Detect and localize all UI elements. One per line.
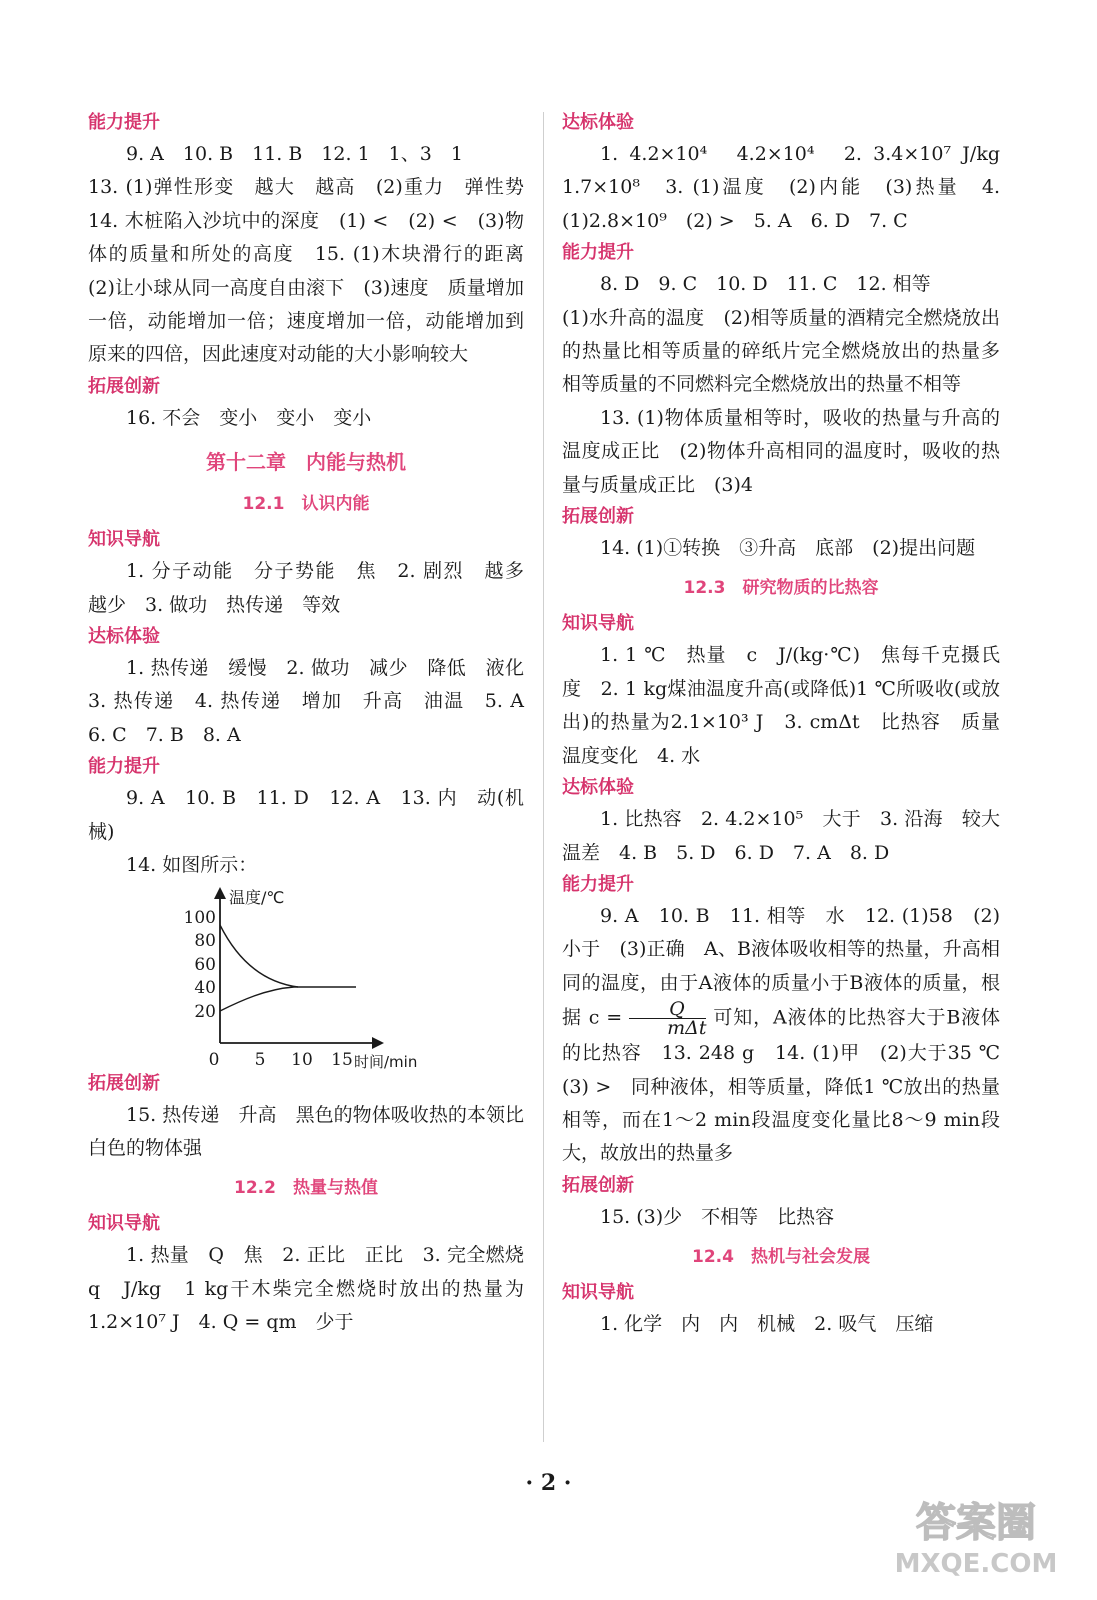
subsection-title: 12.1 认识内能 <box>242 494 370 515</box>
section-heading: 知识导航 <box>88 529 160 551</box>
section-heading: 知识导航 <box>562 1282 634 1304</box>
answer-line: 1. 热传递 缓慢 2. 做功 减少 降低 液化 3. 热传递 4. 热传递 增加 升高 油温 5. A 6. C 7. B 8. A <box>88 657 544 746</box>
answer-text: 9. A 10. B 11. 相等 水 12. (1)58 (2)小于 (3)正确 A、B液体吸收相等的热量，升高相同的温度，由于A液体的质量小于B液体的质量，根据 c = <box>562 904 1000 1029</box>
section-heading: 拓展创新 <box>88 1072 160 1094</box>
watermark-url: MXQE.COM <box>894 1549 1058 1578</box>
y-tick-label: 60 <box>194 954 216 975</box>
heating-curve <box>220 987 294 1011</box>
section-heading: 能力提升 <box>88 756 160 778</box>
answer-line: 1. 化学 内 内 机械 2. 吸气 压缩 <box>600 1313 934 1336</box>
answer-line: 13. (1)物体质量相等时，吸收的热量与升高的温度成正比 (2)物体升高相同的温度时，吸收的热量与质量成正比 (3)4 <box>562 406 1000 496</box>
fraction-formula <box>629 998 707 1040</box>
x-tick-label: 0 <box>208 1049 220 1069</box>
section-heading: 达标体验 <box>562 777 634 799</box>
answer-block <box>88 138 544 372</box>
answer-text: 可知，A液体的比热容大于B液体的比热容 13. 248 g 14. (1)甲 (2)大于35 ℃ (3) > 同种液体，相等质量，降低1 ℃放出的热量相等，而在1～2 min段温度变化量比8～9 min段大，故放出的热量多 <box>562 1006 1020 1165</box>
y-tick-label: 80 <box>194 930 216 951</box>
watermark-title: 答案圈 <box>916 1500 1036 1546</box>
answer-line: 16. 不会 变小 变小 变小 <box>126 406 372 429</box>
x-tick-label: 10 <box>291 1049 313 1069</box>
section-heading: 达标体验 <box>88 626 160 648</box>
answer-line: 15. 热传递 升高 黑色的物体吸收热的本领比白色的物体强 <box>88 1103 524 1159</box>
subsection-title: 12.4 热机与社会发展 <box>692 1247 870 1268</box>
answer-line: 14. 如图所示： <box>126 854 258 877</box>
y-axis-arrow <box>214 887 226 899</box>
right-column <box>562 108 1020 1342</box>
graph-svg <box>88 883 524 1069</box>
section-heading: 拓展创新 <box>562 1174 634 1196</box>
y-tick-label: 20 <box>194 1001 216 1022</box>
x-axis-arrow <box>372 1037 384 1049</box>
answer-line: 9. A 10. B 11. D 12. A 13. 内 动(机械) <box>88 787 524 843</box>
page-number: · 2 · <box>525 1470 572 1496</box>
temperature-graph <box>88 883 524 1069</box>
answer-line: 1. 1 ℃ 热量 c J/(kg·℃) 焦每千克摄氏度 2. 1 kg煤油温度升高(或降低)1 ℃所吸收(或放出)的热量为2.1×10³ J 3. cmΔt 比热容 质量 温度变化 4. 水 <box>562 644 1020 767</box>
section-heading: 能力提升 <box>562 242 634 264</box>
y-tick-label: 100 <box>183 907 216 928</box>
answer-line: 15. (3)少 不相等 比热容 <box>600 1205 835 1228</box>
section-heading: 拓展创新 <box>88 375 160 397</box>
answer-line: 1. 分子动能 分子势能 焦 2. 剧烈 越多 越少 3. 做功 热传递 等效 <box>88 560 544 616</box>
subsection-title: 12.3 研究物质的比热容 <box>683 578 879 599</box>
answer-line: 1. 4.2×10⁴ 4.2×10⁴ 2. 3.4×10⁷ J/kg 1.7×10⁸ 3. (1)温度 (2)内能 (3)热量 4. (1)2.8×10⁹ (2) > 5. A 6. D 7. C <box>562 143 1020 232</box>
x-tick-label: 15 <box>331 1049 353 1069</box>
answer-line: 9. A 10. B 11. B 12. 1 1、3 1 <box>126 143 463 165</box>
answer-line <box>562 900 1020 1171</box>
section-heading: 达标体验 <box>562 112 634 133</box>
section-heading: 能力提升 <box>562 873 634 895</box>
left-column <box>88 108 544 1340</box>
answer-line: (1)水升高的温度 (2)相等质量的酒精完全燃烧放出的热量比相等质量的碎纸片完全燃烧放出的热量多 相等质量的不同燃料完全燃烧放出的热量不相等 <box>562 306 1020 396</box>
fraction-numerator: Q <box>629 1000 706 1019</box>
answer-line: 13. (1)弹性形变 越大 越高 (2)重力 弹性势 14. 木桩陷入沙坑中的深度 (1) < (2) < (3)物体的质量和所处的高度 15. (1)木块滑行的距离 (2)让小球从同一高度自由滚下 (3)速度 质量增加一倍，动能增加一倍；速度增加一倍，动能增加到原来的四倍，因此速度对动能的大小影响较大 <box>88 176 544 366</box>
y-axis-label: 温度/℃ <box>229 887 285 907</box>
section-heading: 知识导航 <box>88 1213 160 1235</box>
answer-line: 14. (1)①转换 ③升高 底部 (2)提出问题 <box>600 537 976 560</box>
chapter-title: 第十二章 内能与热机 <box>206 450 406 475</box>
watermark-logo <box>884 1488 1069 1578</box>
answer-line: 8. D 9. C 10. D 11. C 12. 相等 <box>600 273 931 296</box>
answer-line: 1. 热量 Q 焦 2. 正比 正比 3. 完全燃烧 q J/kg 1 kg干木柴完全燃烧时放出的热量为1.2×10⁷ J 4. Q = qm 少于 <box>88 1244 544 1334</box>
subsection-title: 12.2 热量与热值 <box>234 1178 378 1199</box>
section-heading: 拓展创新 <box>562 506 634 528</box>
fraction-denominator: mΔt <box>667 1017 707 1040</box>
cooling-curve <box>220 925 298 987</box>
section-heading: 能力提升 <box>88 112 160 133</box>
y-tick-label: 40 <box>194 977 216 998</box>
x-axis-label: 时间/min <box>354 1052 418 1069</box>
x-tick-label: 5 <box>254 1049 266 1069</box>
answer-line: 1. 比热容 2. 4.2×10⁵ 大于 3. 沿海 较大 温差 4. B 5. D 6. D 7. A 8. D <box>562 808 1020 864</box>
column-divider <box>543 112 544 1442</box>
section-heading: 知识导航 <box>562 613 634 635</box>
